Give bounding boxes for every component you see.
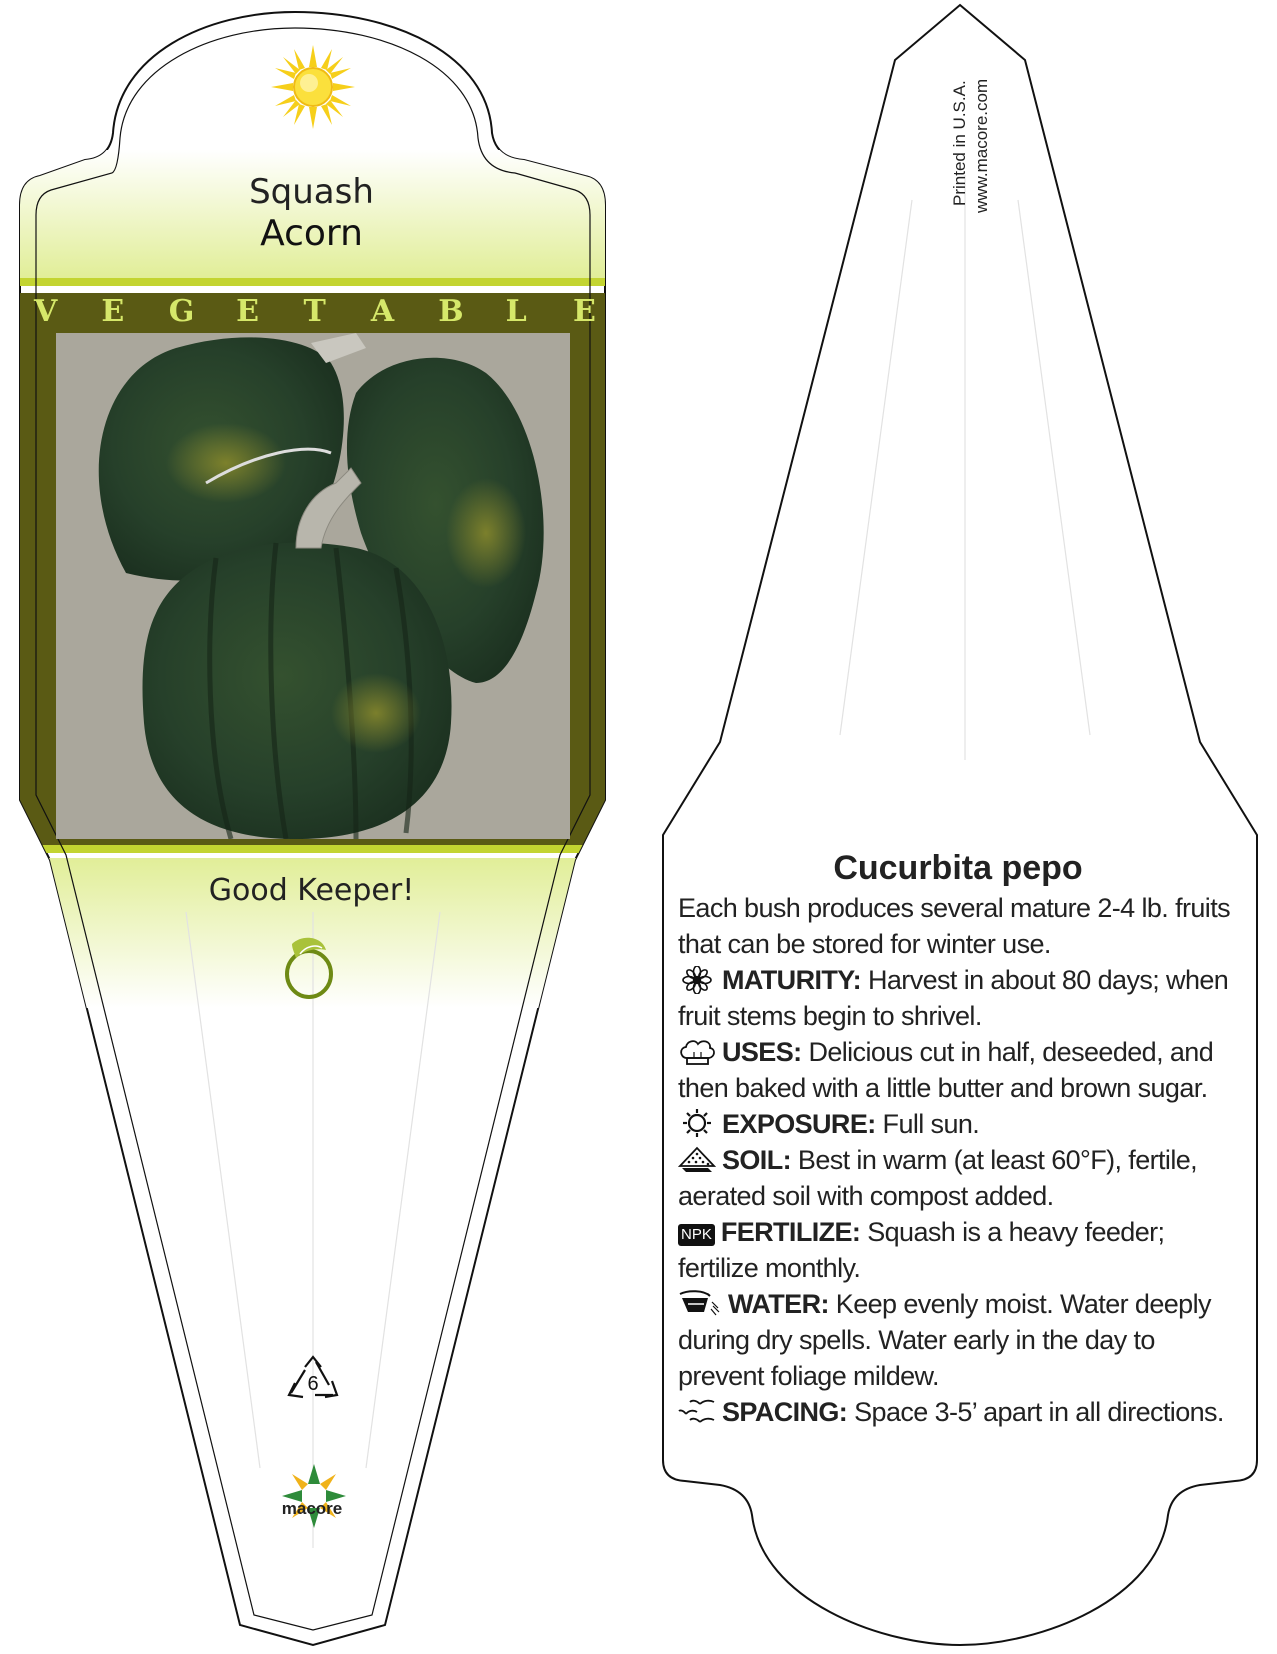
care-info [678, 850, 1238, 1430]
category-letter: T [303, 294, 326, 329]
care-text: Space 3-5’ apart in all directions. [854, 1397, 1224, 1427]
plant-description: Each bush produces several mature 2-4 lb. fruits that can be stored for winter use. [678, 893, 1230, 959]
sun-icon [271, 45, 355, 129]
watering-can-icon [678, 1288, 722, 1318]
care-section-uses [678, 1034, 1238, 1106]
care-text: Best in warm (at least 60°F), fertile, aerated soil with compost added. [678, 1145, 1198, 1211]
chef-hat-icon [678, 1038, 716, 1066]
care-text: Delicious cut in half, deseeded, and then baked with a little butter and brown sugar. [678, 1037, 1214, 1103]
botanical-name: Cucurbita pepo [833, 849, 1083, 887]
care-text: Squash is a heavy feeder; fertilize monthly. [678, 1217, 1165, 1283]
care-label: EXPOSURE: [722, 1109, 876, 1139]
category-letter: E [236, 294, 259, 329]
npk-icon: NPK [678, 1224, 715, 1246]
care-section-fertilize [678, 1214, 1238, 1286]
category-letter: G [168, 294, 195, 329]
care-section-water [678, 1286, 1238, 1394]
flower-icon [678, 966, 716, 994]
category-letter: L [505, 294, 527, 329]
care-label: WATER: [728, 1289, 829, 1319]
care-section-soil [678, 1142, 1238, 1214]
tagline: Good Keeper! [208, 873, 415, 908]
category-letter: E [101, 294, 125, 329]
category-letter: E [573, 294, 596, 329]
plant-variety-name: Acorn [260, 213, 363, 254]
macore-logo-icon [282, 1463, 346, 1529]
plant-common-name: Squash [249, 172, 374, 212]
care-section-exposure [678, 1106, 1238, 1142]
category-letter: A [370, 294, 395, 329]
care-label: USES: [722, 1037, 802, 1067]
soil-icon [678, 1144, 716, 1174]
care-text: Keep evenly moist. Water deeply during dry spells. Water early in the day to prevent foliage mildew. [678, 1289, 1211, 1391]
leaf-swirl-icon [282, 934, 336, 1000]
product-photo [56, 333, 570, 839]
care-label: SOIL: [722, 1145, 791, 1175]
care-label: FERTILIZE: [720, 1217, 861, 1247]
recycle-number: 6 [307, 1373, 319, 1395]
printed-in-text: Printed in U.S.A. [950, 80, 969, 206]
brand-name: macore [281, 1499, 343, 1518]
care-section-spacing [678, 1394, 1238, 1430]
category-letter: V [34, 294, 58, 329]
sun-outline-icon [678, 1108, 716, 1138]
care-text: Harvest in about 80 days; when fruit stems begin to shrivel. [678, 965, 1229, 1031]
recycle-icon [285, 1355, 341, 1405]
care-text: Full sun. [882, 1109, 980, 1139]
category-banner [22, 294, 605, 329]
care-label: SPACING: [722, 1397, 848, 1427]
sprout-spacing-icon [678, 1396, 716, 1426]
website-text: www.macore.com [972, 78, 991, 213]
category-letter: B [438, 294, 464, 329]
care-section-maturity [678, 962, 1238, 1034]
care-label: MATURITY: [722, 965, 862, 995]
